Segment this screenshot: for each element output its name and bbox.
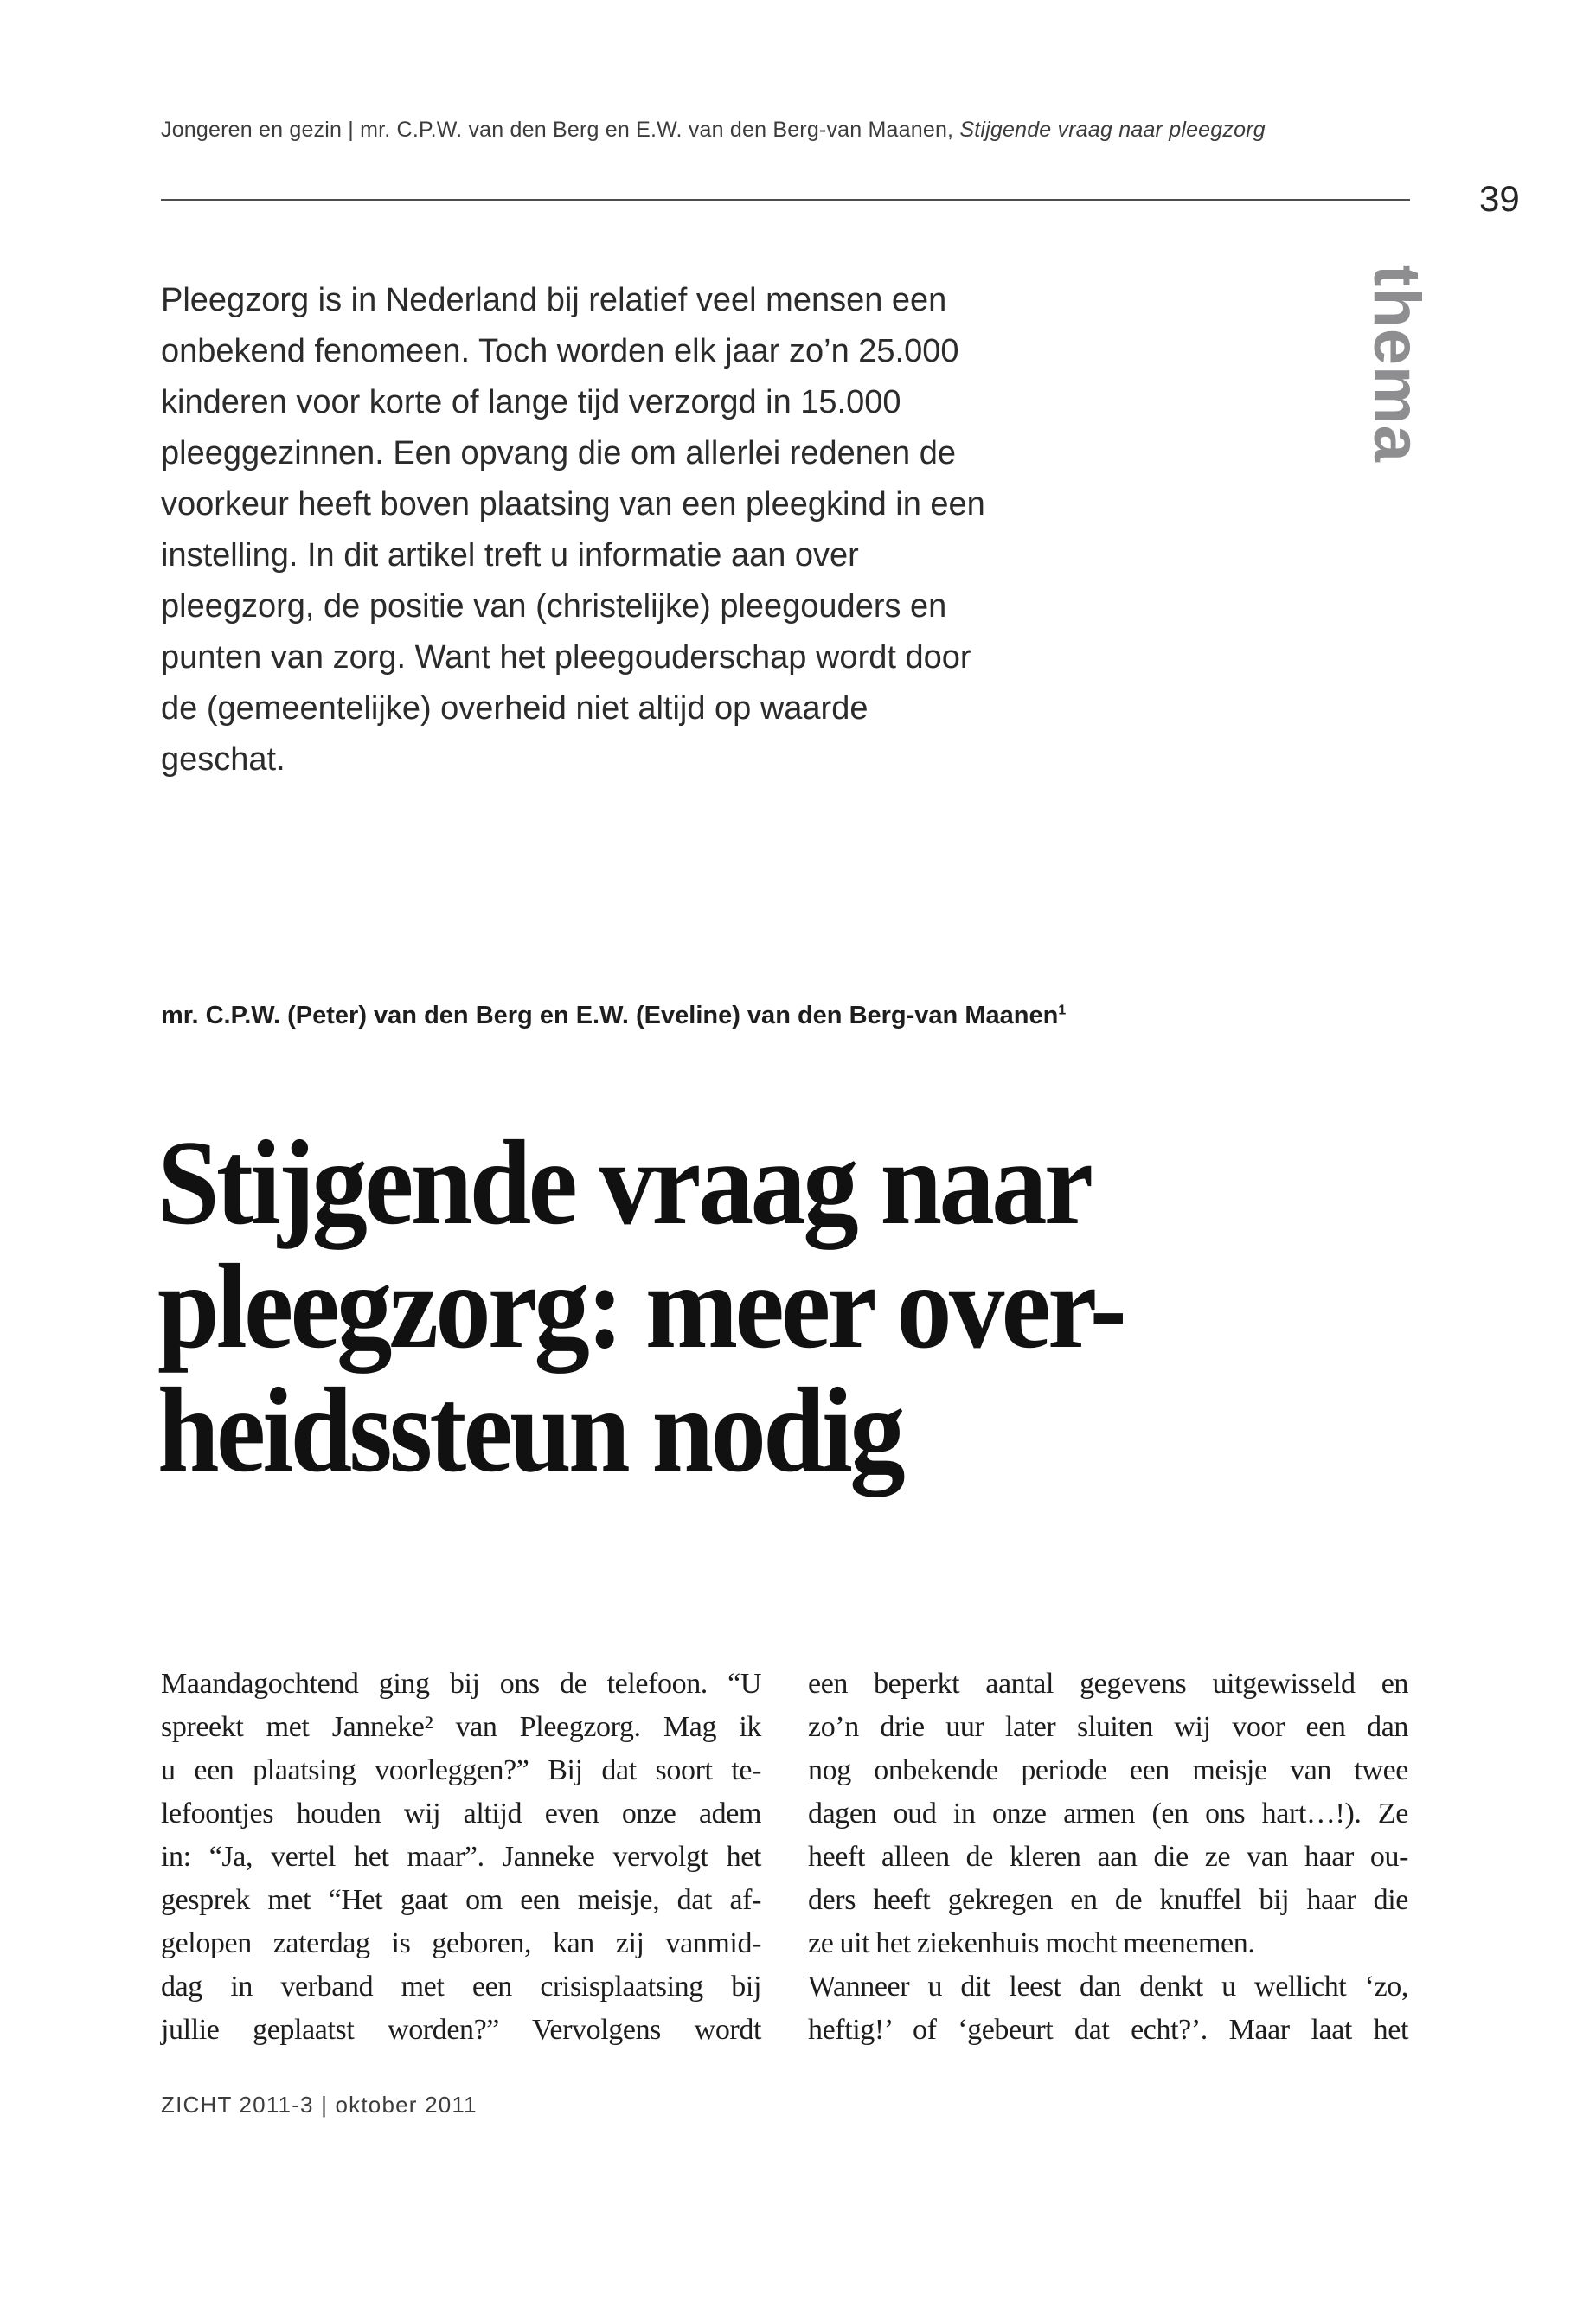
- theme-label: thema: [1360, 265, 1433, 463]
- author-names: mr. C.P.W. (Peter) van den Berg en E.W. (Eveline) van den Berg-van Maanen: [161, 1002, 1059, 1029]
- text-line: geschat.: [161, 741, 285, 778]
- text-line: Pleegzorg is in Nederland bij relatief veel mensen een: [161, 282, 947, 318]
- text-line: ze uit het ziekenhuis mocht meenemen.: [808, 1927, 1255, 1959]
- text-line: een beperkt aantal gegevens uitgewisseld en: [808, 1668, 1408, 1700]
- text-line: zo’n drie uur later sluiten wij voor een dan: [808, 1711, 1408, 1743]
- text-line: dag in verband met een crisisplaatsing bij: [161, 1971, 761, 2003]
- text-line: kinderen voor korte of lange tijd verzorgd in 15.000: [161, 384, 901, 420]
- running-header-text: Jongeren en gezin | mr. C.P.W. van den Berg en E.W. van den Berg-van Maanen,: [161, 118, 960, 142]
- text-line: instelling. In dit artikel treft u informatie aan over: [161, 537, 859, 574]
- text-line: Maandagochtend ging bij ons de telefoon. “U: [161, 1668, 761, 1700]
- text-line: jullie geplaatst worden?” Vervolgens wordt: [161, 2014, 761, 2046]
- text-line: gelopen zaterdag is geboren, kan zij vanmid-: [161, 1927, 761, 1959]
- text-line: u een plaatsing voorleggen?” Bij dat soort te-: [161, 1754, 761, 1786]
- body-right-column: [808, 1663, 1408, 2052]
- body-left-column: [161, 1663, 761, 2052]
- text-line: pleegzorg: meer over-: [157, 1240, 1125, 1374]
- text-line: heftig!’ of ‘gebeurt dat echt?’. Maar laat het: [808, 2014, 1408, 2046]
- running-header-article-title: Stijgende vraag naar pleegzorg: [959, 118, 1266, 142]
- text-line: lefoontjes houden wij altijd even onze adem: [161, 1798, 761, 1830]
- text-line: pleeggezinnen. Een opvang die om allerlei redenen de: [161, 435, 957, 471]
- text-line: punten van zorg. Want het pleegouderschap wordt door: [161, 639, 971, 676]
- running-header: [161, 118, 1424, 143]
- text-line: de (gemeentelijke) overheid niet altijd op waarde: [161, 690, 869, 727]
- text-line: heidssteun nodig: [157, 1363, 902, 1497]
- intro-paragraph: [161, 275, 1156, 785]
- author-line: [161, 1002, 1458, 1030]
- footer-journal-info: ZICHT 2011-3 | oktober 2011: [161, 2092, 478, 2118]
- text-line: Stijgende vraag naar: [157, 1116, 1091, 1250]
- text-line: spreekt met Janneke² van Pleegzorg. Mag ik: [161, 1711, 761, 1743]
- text-line: in: “Ja, vertel het maar”. Janneke vervolgt het: [161, 1841, 761, 1873]
- author-footnote-mark: 1: [1058, 1003, 1067, 1018]
- article-headline: [157, 1116, 1431, 1497]
- text-line: voorkeur heeft boven plaatsing van een pleegkind in een: [161, 486, 985, 522]
- text-line: pleegzorg, de positie van (christelijke) pleegouders en: [161, 588, 947, 625]
- page-number: 39: [1479, 178, 1520, 219]
- text-line: nog onbekende periode een meisje van twee: [808, 1754, 1408, 1786]
- text-line: gesprek met “Het gaat om een meisje, dat af-: [161, 1884, 761, 1916]
- text-line: ders heeft gekregen en de knuffel bij haar die: [808, 1884, 1408, 1916]
- header-rule: [161, 199, 1410, 201]
- text-line: heeft alleen de kleren aan die ze van haar ou-: [808, 1841, 1408, 1873]
- text-line: Wanneer u dit leest dan denkt u wellicht ‘zo,: [808, 1971, 1408, 2003]
- text-line: dagen oud in onze armen (en ons hart…!). Ze: [808, 1798, 1408, 1830]
- text-line: onbekend fenomeen. Toch worden elk jaar zo’n 25.000: [161, 333, 959, 369]
